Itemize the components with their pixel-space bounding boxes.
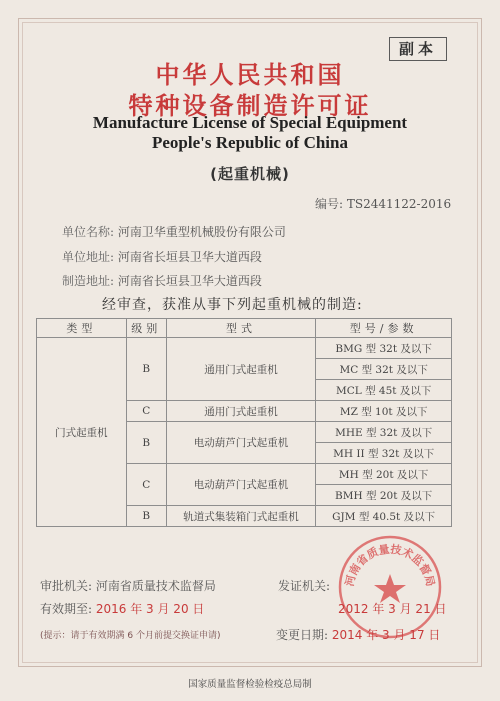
change-label: 变更日期: — [276, 628, 329, 642]
model-cell: BMG 型 32t 及以下 — [316, 338, 452, 359]
form-cell: 电动葫芦门式起重机 — [166, 422, 316, 464]
factory-value: 河南省长垣县卫华大道西段 — [117, 274, 262, 288]
issue-label: 发证机关: — [278, 579, 331, 593]
address-field — [62, 248, 262, 265]
level-cell: B — [126, 506, 166, 527]
valid-field — [40, 600, 204, 617]
model-cell: MH 型 20t 及以下 — [316, 464, 452, 485]
level-cell: B — [126, 338, 166, 401]
header-form: 型式 — [166, 319, 316, 338]
approval-intro: 经审查，获准从事下列起重机械的制造: — [102, 297, 363, 313]
valid-label: 有效期至: — [40, 602, 93, 616]
change-field — [276, 626, 440, 643]
address-value: 河南省长垣县卫华大道西段 — [117, 250, 262, 264]
title-en-line1: Manufacture License of Special Equipment — [92, 113, 408, 132]
valid-value: 2016 年 3 月 20 日 — [95, 602, 205, 616]
level-cell: C — [126, 464, 166, 506]
issue-date-field — [338, 600, 447, 617]
seal-text: 河南省质量技术监督局 — [342, 542, 438, 588]
model-cell: MH II 型 32t 及以下 — [316, 443, 452, 464]
factory-label: 制造地址: — [62, 274, 115, 288]
model-cell: GJM 型 40.5t 及以下 — [316, 506, 452, 527]
company-label: 单位名称: — [62, 225, 115, 239]
model-cell: MCL 型 45t 及以下 — [316, 380, 452, 401]
copy-mark: 副本 — [389, 37, 447, 61]
model-cell: MHE 型 32t 及以下 — [316, 422, 452, 443]
issue-field — [278, 577, 330, 594]
approval-label: 审批机关: — [40, 579, 93, 593]
level-cell: B — [126, 422, 166, 464]
issue-date-value: 2012 年 3 月 21 日 — [338, 602, 447, 616]
table-header-row — [37, 319, 452, 338]
factory-field — [62, 272, 262, 289]
company-field — [62, 223, 286, 240]
approval-value: 河南省质量技术监督局 — [95, 579, 216, 593]
renewal-notice: (提示：请于有效期满 6 个月前提交换证申请) — [40, 631, 221, 641]
seal-star-icon — [374, 574, 406, 603]
serial-number: 编号: TS2441122-2016 — [315, 197, 452, 211]
address-label: 单位地址: — [62, 250, 115, 264]
form-cell: 轨道式集装箱门式起重机 — [166, 506, 316, 527]
model-cell: MZ 型 10t 及以下 — [316, 401, 452, 422]
title-cn-line2: 特种设备制造许可证 — [128, 92, 372, 120]
header-model: 型号/参数 — [316, 319, 452, 338]
form-cell: 通用门式起重机 — [166, 401, 316, 422]
equipment-category: (起重机械) — [210, 165, 290, 183]
form-cell: 通用门式起重机 — [166, 338, 316, 401]
license-table — [36, 318, 452, 527]
title-cn-line1: 中华人民共和国 — [155, 61, 345, 89]
type-cell: 门式起重机 — [37, 338, 127, 527]
change-value: 2014 年 3 月 17 日 — [331, 628, 441, 642]
form-cell: 电动葫芦门式起重机 — [166, 464, 316, 506]
model-cell: MC 型 32t 及以下 — [316, 359, 452, 380]
approval-field — [40, 577, 216, 594]
title-en-line2: People's Republic of China — [152, 133, 348, 152]
header-type: 类型 — [37, 319, 127, 338]
company-value: 河南卫华重型机械股份有限公司 — [117, 225, 286, 239]
issuer-footer: 国家质量监督检验检疫总局制 — [188, 679, 312, 690]
header-level: 级别 — [126, 319, 166, 338]
model-cell: BMH 型 20t 及以下 — [316, 485, 452, 506]
table-row — [37, 338, 452, 359]
level-cell: C — [126, 401, 166, 422]
